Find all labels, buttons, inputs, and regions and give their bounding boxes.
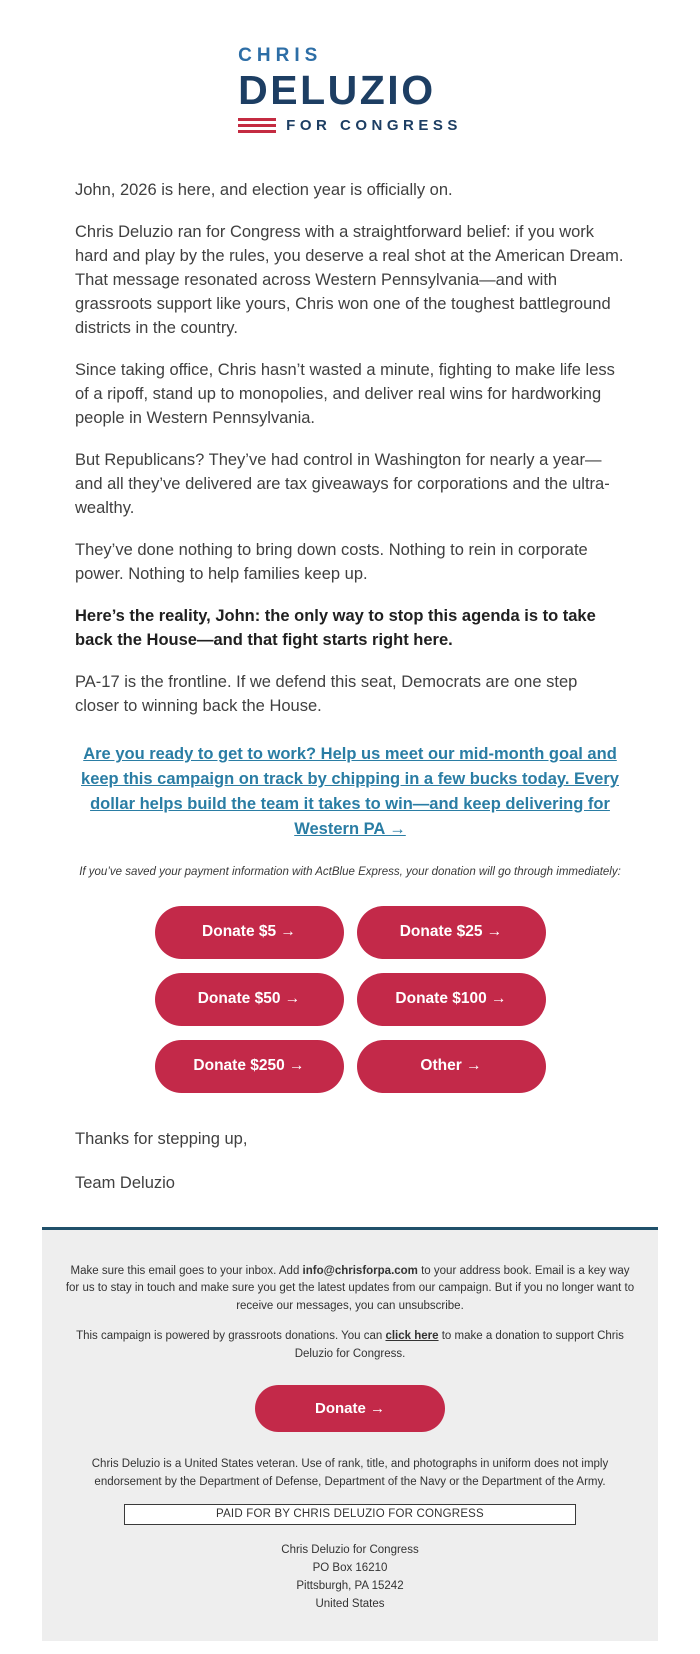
unsubscribe-link[interactable]: unsubscribe bbox=[398, 1299, 461, 1312]
footer-inbox-text-1: Make sure this email goes to your inbox. Add bbox=[70, 1264, 303, 1277]
campaign-logo bbox=[0, 0, 700, 134]
footer-grassroots-paragraph bbox=[63, 1328, 637, 1363]
paragraph-frontline: PA-17 is the frontline. If we defend this seat, Democrats are one step closer to winning back the House. bbox=[75, 672, 578, 715]
footer-donate-button[interactable]: Donate → bbox=[255, 1385, 445, 1432]
address-line-city: Pittsburgh, PA 15242 bbox=[296, 1580, 404, 1593]
paragraph-record: Since taking office, Chris hasn’t wasted a minute, fighting to make life less of a ripoff, stand up to monopolies, and deliver real wins for hardworking people in Western Pennsylvania. bbox=[75, 360, 615, 427]
paid-for-disclaimer: PAID FOR BY CHRIS DELUZIO FOR CONGRESS bbox=[124, 1504, 576, 1525]
paragraph-nothing: They’ve done nothing to bring down costs. Nothing to rein in corporate power. Nothing to help families keep up. bbox=[75, 540, 588, 583]
paragraph-republicans: But Republicans? They’ve had control in Washington for nearly a year—and all they’ve delivered are tax giveaways for corporations and the ultra-wealthy. bbox=[75, 450, 610, 517]
cta-paragraph bbox=[75, 742, 625, 842]
email-footer bbox=[42, 1227, 658, 1642]
logo-first-name: CHRIS bbox=[238, 45, 323, 66]
address-line-pobox: PO Box 16210 bbox=[312, 1562, 388, 1575]
donate-250-button[interactable]: Donate $250 → bbox=[155, 1040, 344, 1093]
footer-inbox-paragraph bbox=[63, 1263, 637, 1316]
address-line-committee: Chris Deluzio for Congress bbox=[281, 1544, 419, 1557]
address-line-country: United States bbox=[315, 1598, 385, 1611]
signoff-line: Thanks for stepping up, bbox=[75, 1129, 248, 1148]
cta-donate-link[interactable]: Are you ready to get to work? Help us meet our mid-month goal and keep this campaign on track by chipping in a few bucks today. Every dollar helps build the team it takes to win—and keep delivering for Western PA → bbox=[81, 744, 619, 838]
paragraph-greeting: John, 2026 is here, and election year is officially on. bbox=[75, 180, 453, 199]
footer-grassroots-text-2: to make a donation to support Chris Deluzio for Congress. bbox=[294, 1330, 624, 1360]
logo-last-name: DELUZIO bbox=[238, 66, 436, 113]
donate-button-grid bbox=[75, 906, 625, 1093]
footer-grassroots-text-1: This campaign is powered by grassroots donations. You can bbox=[76, 1330, 386, 1343]
footer-inbox-text-2: to your address book. Email is a key way for us to stay in touch and make sure you get the latest updates from our campaign. But if you no longer want to receive our messages, you can bbox=[65, 1264, 635, 1312]
veteran-disclaimer: Chris Deluzio is a United States veteran. Use of rank, title, and photographs in uniform does not imply endorsement by the Department of Defense, Department of the Navy or the Department of the Army. bbox=[91, 1458, 609, 1488]
logo-tagline: FOR CONGRESS bbox=[286, 116, 462, 134]
campaign-address-block bbox=[63, 1541, 637, 1613]
paragraph-reality-bold: Here’s the reality, John: the only way to stop this agenda is to take back the House—and that fight starts right here. bbox=[75, 606, 596, 649]
donate-50-button[interactable]: Donate $50 → bbox=[155, 973, 344, 1026]
donate-5-button[interactable]: Donate $5 → bbox=[155, 906, 344, 959]
flag-stripes-icon bbox=[238, 118, 276, 133]
signature-team: Team Deluzio bbox=[75, 1173, 175, 1192]
email-body bbox=[0, 178, 700, 1195]
actblue-express-note: If you’ve saved your payment information with ActBlue Express, your donation will go through immediately: bbox=[79, 865, 621, 878]
paragraph-belief: Chris Deluzio ran for Congress with a straightforward belief: if you work hard and play by the rules, you deserve a real shot at the American Dream. That message resonated across Western Pennsylvania—and with grassroots support like yours, Chris won one of the toughest battleground districts in the country. bbox=[75, 222, 624, 337]
donate-other-button[interactable]: Other → bbox=[357, 1040, 546, 1093]
footer-inbox-text-3: . bbox=[460, 1299, 464, 1312]
donate-25-button[interactable]: Donate $25 → bbox=[357, 906, 546, 959]
contact-email-address: info@chrisforpa.com bbox=[302, 1264, 418, 1277]
click-here-donate-link[interactable]: click here bbox=[385, 1330, 439, 1343]
donate-100-button[interactable]: Donate $100 → bbox=[357, 973, 546, 1026]
